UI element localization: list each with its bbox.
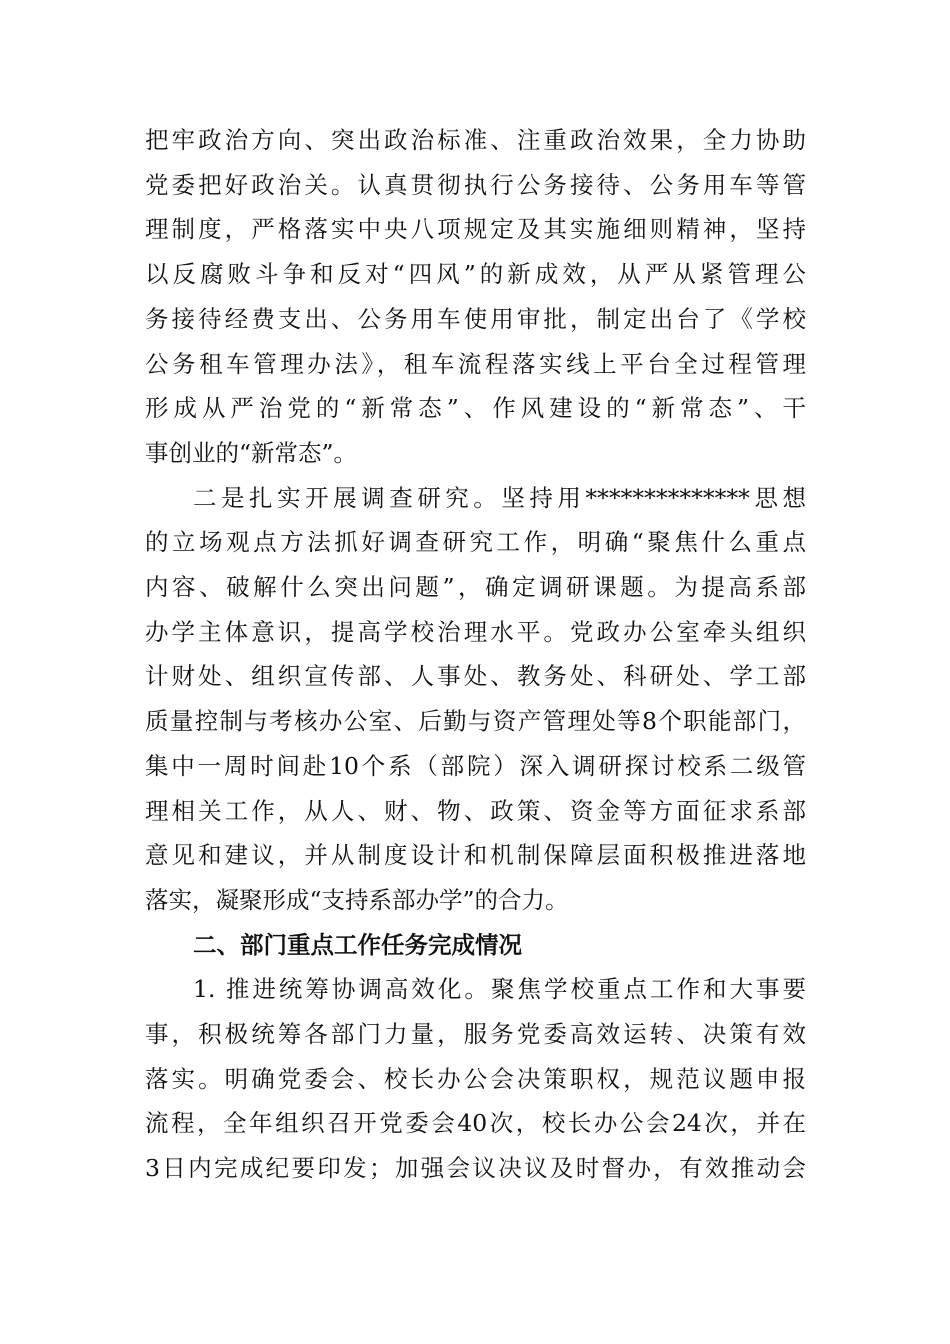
paragraph-line: 3日内完成纪要印发；加强会议决议及时督办，有效推动会 [145,1154,806,1183]
paragraph-line: 形成从严治党的“新常态”、作风建设的“新常态”、干 [145,394,806,423]
paragraph-line: 办学主体意识，提高学校治理水平。党政办公室牵头组织 [145,617,806,646]
paragraph-line: 计财处、组织宣传部、人事处、教务处、科研处、学工部 [145,662,806,691]
section-heading: 二、部门重点工作任务完成情况 [193,930,522,959]
paragraph-line: 以反腐败斗争和反对“四风”的新成效，从严从紧管理公 [145,260,806,289]
paragraph-line: 落实。明确党委会、校长办公会决策职权，规范议题申报 [145,1064,806,1093]
paragraph-line: 流程，全年组织召开党委会40次，校长办公会24次，并在 [145,1109,806,1138]
paragraph-line: 把牢政治方向、突出政治标准、注重政治效果，全力协助 [145,126,806,154]
paragraph-line: 集中一周时间赴10个系（部院）深入调研探讨校系二级管 [145,751,806,780]
paragraph-line: 党委把好政治关。认真贯彻执行公务接待、公务用车等管 [145,170,806,199]
paragraph-line: 落实，凝聚形成“支持系部办学”的合力。 [145,885,569,914]
paragraph-line: 理制度，严格落实中央八项规定及其实施细则精神，坚持 [145,215,806,244]
paragraph-line: 理相关工作，从人、财、物、政策、资金等方面征求系部 [145,796,806,825]
paragraph-line: 事，积极统筹各部门力量，服务党委高效运转、决策有效 [145,1020,806,1048]
paragraph-line: 质量控制与考核办公室、后勤与资产管理处等8个职能部门， [145,707,806,736]
paragraph-line: 公务租车管理办法》，租车流程落实线上平台全过程管理 [145,349,806,378]
paragraph-line: 务接待经费支出、公务用车使用审批，制定出台了《学校 [145,304,806,333]
paragraph-line: 内容、破解什么突出问题”，确定调研课题。为提高系部 [145,573,806,601]
paragraph-line: 事创业的“新常态”。 [145,438,358,467]
paragraph-line: 二是扎实开展调查研究。坚持用**************思想 [193,483,806,512]
paragraph-line: 意见和建议，并从制度设计和机制保障层面积极推进落地 [145,841,806,870]
paragraph-line: 的立场观点方法抓好调查研究工作，明确“聚焦什么重点 [145,528,806,557]
paragraph-line: 1. 推进统筹协调高效化。聚焦学校重点工作和大事要 [193,975,806,1004]
